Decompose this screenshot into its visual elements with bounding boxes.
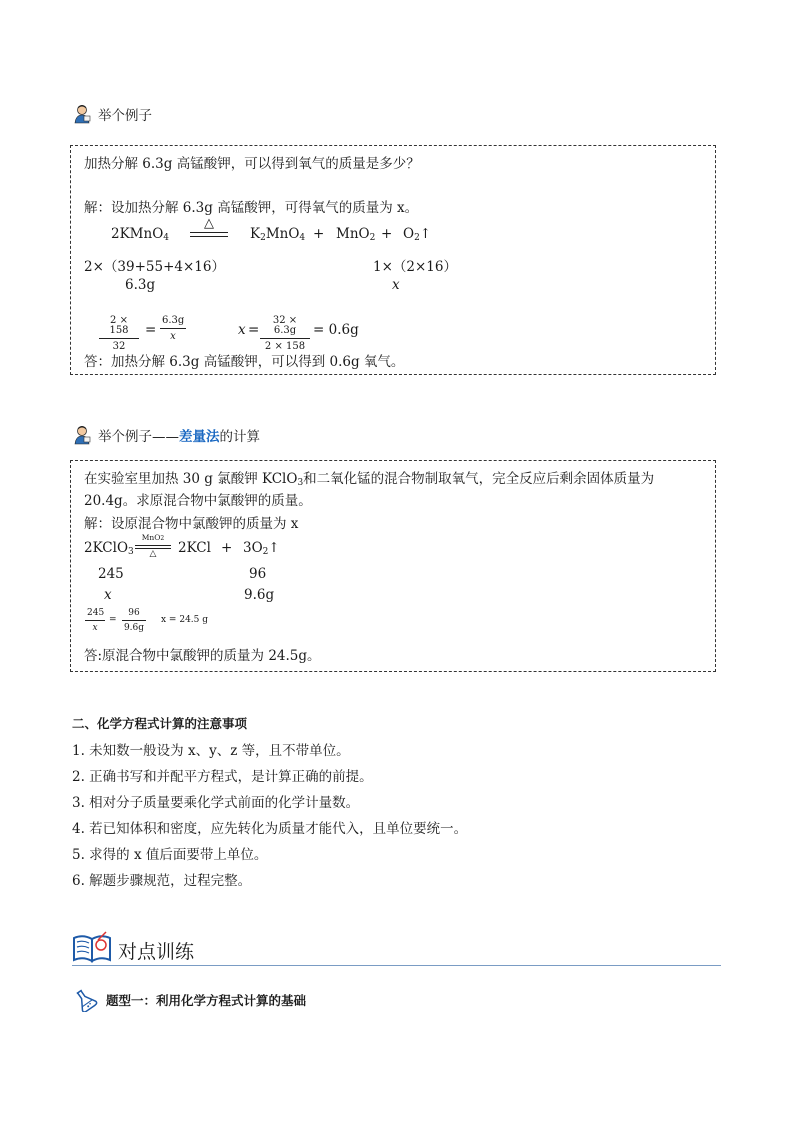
example2-question-line2: 20.4g。求原混合物中氯酸钾的质量。 [84, 493, 312, 509]
eq2-product1: 2KCl [178, 540, 211, 556]
example-heading-2-suffix: 的计算 [219, 429, 260, 445]
training-title: 对点训练 [118, 941, 195, 963]
eq2-given-right: 9.6g [244, 587, 275, 603]
eq2-fraction-2: 96 9.6g [123, 608, 145, 633]
eq1-condition: △ [204, 216, 214, 231]
teacher-icon [72, 104, 92, 128]
notes-item-3: 3. 相对分子质量要乘化学式前面的化学计量数。 [72, 795, 360, 811]
eq2-mass-right: 96 [249, 566, 267, 582]
eq2-reactant: 2KClO$_3$ [84, 540, 134, 557]
flask-icon [72, 988, 98, 1016]
example-heading-2-highlight: 差量法 [179, 429, 220, 445]
notes-item-1: 1. 未知数一般设为 x、y、z 等，且不带单位。 [72, 743, 350, 759]
notes-item-4: 4. 若已知体积和密度，应先转化为质量才能代入，且单位要统一。 [72, 821, 468, 837]
eq1-product3: $O_2↑$ [403, 226, 432, 243]
training-subtitle: 题型一：利用化学方程式计算的基础 [106, 993, 307, 1008]
example1-question: 加热分解 6.3g 高锰酸钾，可以得到氧气的质量是多少？ [84, 156, 420, 172]
eq1-plus2: + [381, 226, 393, 242]
eq1-fraction-1: 2 × 158 32 [99, 316, 139, 352]
eq2-result: x = 24.5 g [161, 615, 208, 625]
open-book-icon [72, 930, 112, 968]
eq1-equals-sign [190, 232, 228, 237]
example-heading-1-text: 举个例子 [98, 108, 152, 124]
eq2-given-left: x [104, 587, 112, 603]
example2-question-line1: 在实验室里加热 30 g 氯酸钾 KClO$_3$和二氧化锰的混合物制取氧气，完全反应后剩余固体质量为 [84, 471, 655, 488]
example-heading-2 [72, 425, 260, 449]
training-rule [72, 965, 721, 966]
eq2-mass-left: 245 [98, 566, 124, 582]
notes-item-2: 2. 正确书写和并配平方程式，是计算正确的前提。 [72, 769, 373, 785]
eq2-condition: △ [149, 549, 157, 559]
eq1-x-eq: = [248, 322, 260, 338]
eq1-product2: MnO$_2$ [336, 226, 376, 243]
example2-solution-intro: 解：设原混合物中氯酸钾的质量为 x [84, 516, 299, 532]
eq1-prop-eq: = [145, 322, 157, 338]
eq1-given-left: 6.3g [125, 277, 156, 293]
eq1-given-right: x [392, 277, 400, 293]
example-heading-2-prefix: 举个例子—— [98, 429, 179, 445]
eq1-product1: $K_2MnO_4$ [250, 226, 306, 243]
example-heading-1 [72, 104, 152, 128]
notes-item-6: 6. 解题步骤规范，过程完整。 [72, 873, 252, 889]
eq2-product2: $3O_2↑$ [243, 540, 280, 557]
teacher-icon [72, 425, 92, 449]
eq2-catalyst: MnO2 [141, 533, 165, 542]
eq2-prop-eq: = [109, 615, 117, 625]
notes-title: 二、化学方程式计算的注意事项 [72, 716, 248, 731]
eq1-plus1: + [313, 226, 325, 242]
eq1-mass-right: 1×（2×16） [373, 259, 457, 275]
eq1-mass-left: 2×（39+55+4×16） [84, 259, 225, 275]
notes-item-5: 5. 求得的 x 值后面要带上单位。 [72, 847, 268, 863]
eq1-result: = 0.6g [313, 322, 359, 338]
example2-answer: 答:原混合物中氯酸钾的质量为 24.5g。 [84, 648, 321, 664]
eq1-fraction-2: 6.3g x [162, 315, 185, 342]
eq2-fraction-1: 245 x [87, 608, 105, 633]
eq1-x-label: x [238, 322, 246, 338]
eq1-reactant: 2KMnO$_4$ [111, 226, 169, 243]
eq2-plus: + [221, 540, 233, 556]
example1-solution-intro: 解：设加热分解 6.3g 高锰酸钾，可得氧气的质量为 x。 [84, 200, 419, 216]
eq1-fraction-3: 32 × 6.3g 2 × 158 [260, 316, 310, 352]
example1-answer: 答：加热分解 6.3g 高锰酸钾，可以得到 0.6g 氧气。 [84, 354, 405, 370]
